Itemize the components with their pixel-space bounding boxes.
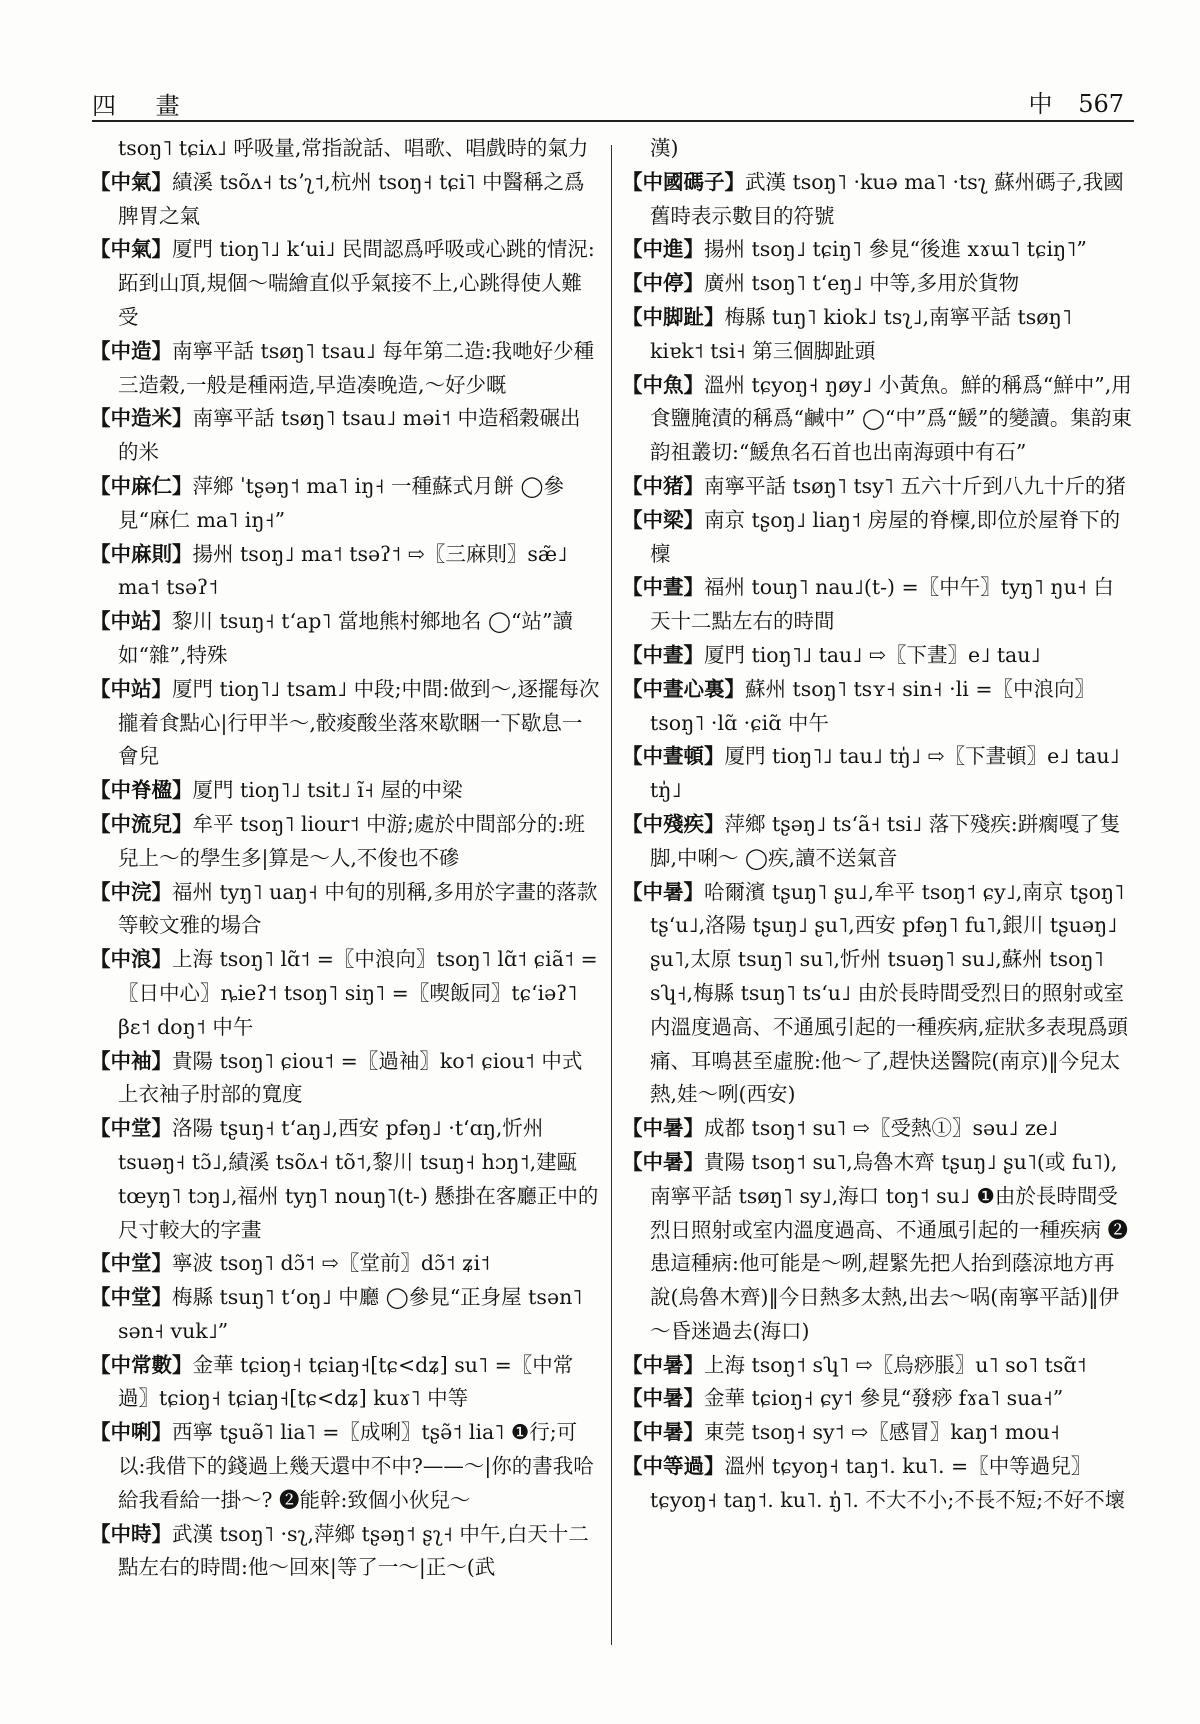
entry-headword: 【中暑】 (622, 1386, 704, 1411)
dictionary-entry (622, 504, 1132, 572)
entry-definition: 福州 tyŋ˥ uaŋ˧ 中旬的別稱,多用於字畫的落款等較文雅的場合 (118, 879, 598, 938)
entry-definition: 貴陽 tsoŋ˦ su˥,烏魯木齊 tʂuŋ˩ ʂu˥(或 fu˥),南寧平話 tsøŋ˥ sy˩,海口 toŋ˦ su˩ ❶由於長時間受烈日照射或室内溫度過高、不通風引起的一種疾病 ❷患這種病:他可能是～咧,趕緊先把人抬到蔭涼地方再說(烏魯木齊)‖今日熱多太熱,出去～㖞(南寧平話)‖伊～昏迷過去(海口) (650, 1149, 1129, 1343)
entry-headword: 【中袖】 (90, 1048, 172, 1073)
entry-definition: 福州 touŋ˥ nau˩(t-) =〖中午〗tyŋ˥ ŋu˧ 白天十二點左右的時間 (650, 575, 1114, 634)
dictionary-entry (622, 673, 1132, 741)
dictionary-entry (90, 774, 600, 808)
entry-definition: 東莞 tsoŋ˧ sy˦ ⇨〖感冒〗kaŋ˦ mou˧ (704, 1420, 1060, 1445)
entry-headword: 【中暑】 (622, 1149, 704, 1174)
entry-definition: 廣州 tsoŋ˥ tʻeŋ˩ 中等,多用於貨物 (704, 271, 1020, 296)
entry-headword: 【中氣】 (90, 169, 172, 194)
entry-headword: 【中造】 (90, 338, 172, 363)
dictionary-entry (90, 605, 600, 673)
page-number: 567 (1078, 90, 1124, 118)
entry-definition: 漢) (650, 136, 679, 160)
dictionary-entry (622, 1382, 1132, 1416)
dictionary-entry (622, 233, 1132, 267)
dictionary-entry (90, 132, 600, 166)
entry-headword: 【中暑】 (622, 1116, 704, 1141)
left-column (90, 132, 600, 1585)
dictionary-entry (622, 470, 1132, 504)
page-header (92, 82, 1134, 122)
entry-definition: 貴陽 tsoŋ˥ ɕiou˦ =〖過袖〗ko˦ ɕiou˦ 中式上衣袖子肘部的寬度 (118, 1048, 583, 1107)
entry-definition: 寧波 tsoŋ˥ dɔ̃˦ ⇨〖堂前〗dɔ̃˦ ʑi˦ (172, 1251, 491, 1276)
entry-definition: 厦門 tioŋ˥˩ tsit˩ ĩ˧ 屋的中梁 (192, 778, 463, 803)
dictionary-entry (622, 132, 1132, 166)
dictionary-entry (90, 1349, 600, 1417)
entry-definition: 成都 tsoŋ˦ su˥ ⇨〖受熱①〗səu˩ ze˩ (704, 1116, 1058, 1141)
dictionary-entry (622, 1416, 1132, 1450)
entry-headword: 【中堂】 (90, 1285, 172, 1310)
entry-definition: 萍鄉 tʂəŋ˩ tsʻã˧ tsi˩ 落下殘疾:跰瘸嘎了隻脚,中唎～ ◯疾,讀不送氣音 (650, 811, 1121, 870)
dictionary-entry (622, 639, 1132, 673)
dictionary-entry (90, 470, 600, 538)
dictionary-entry (622, 571, 1132, 639)
entry-definition: 厦門 tioŋ˥˩ tau˩ ⇨〖下晝〗e˩ tau˩ (704, 642, 1041, 667)
dictionary-entry (90, 1045, 600, 1113)
dictionary-entry (90, 1416, 600, 1517)
entry-definition: tsoŋ˥ tɕiᴧ˩ 呼吸量,常指說話、唱歌、唱戲時的氣力 (118, 136, 589, 160)
entry-definition: 績溪 tsõʌ˧ tsʼʅ˦,杭州 tsoŋ˧ tɕi˥ 中醫稱之爲脾胃之氣 (118, 169, 585, 228)
section-title: 四 畫 (92, 92, 196, 120)
dictionary-entry (90, 1112, 600, 1247)
entry-definition: 金華 tɕioŋ˧ tɕiaŋ˧[tɕ<dʑ] su˥ =〖中常過〗tɕioŋ˧ tɕiaŋ˧[tɕ<dʑ] kuɤ˥ 中等 (118, 1352, 574, 1411)
entry-definition: 黎川 tsuŋ˧ tʻap˥ 當地熊村鄉地名 ◯“站”讀如“雜”,特殊 (118, 609, 573, 667)
entry-headword: 【中麻則】 (90, 541, 193, 566)
dictionary-entry (622, 369, 1132, 470)
dictionary-entry (90, 673, 600, 774)
running-head (1029, 84, 1124, 119)
entry-headword: 【中殘疾】 (622, 811, 725, 836)
dictionary-entry (622, 301, 1132, 369)
dictionary-entry (622, 808, 1132, 876)
dictionary-entry (90, 538, 600, 606)
entry-headword: 【中站】 (90, 676, 172, 701)
head-character: 中 (1028, 90, 1053, 118)
entry-headword: 【中晝心裏】 (622, 676, 745, 701)
entry-headword: 【中堂】 (90, 1116, 172, 1141)
dictionary-entry (90, 943, 600, 1044)
entry-definition: 揚州 tsoŋ˩ tɕiŋ˥ 參見“後進 xɤɯ˥ tɕiŋ˥” (704, 237, 1087, 262)
dictionary-entry (90, 166, 600, 234)
entry-headword: 【中暑】 (622, 1420, 704, 1445)
entry-headword: 【中暑】 (622, 1352, 704, 1377)
entry-headword: 【中浪】 (90, 947, 172, 972)
entry-headword: 【中晝頓】 (622, 744, 725, 769)
entry-definition: 南寧平話 tsøŋ˥ tsau˩ məi˦ 中造稻穀碾出的米 (118, 406, 581, 465)
dictionary-entry (90, 1281, 600, 1349)
entry-definition: 上海 tsoŋ˦ sʮ˥ ⇨〖烏痧脹〗u˥ so˥ tsɑ̃˦ (704, 1352, 1087, 1377)
entry-definition: 梅縣 tuŋ˥ kiok˩ tsʅ˩,南寧平話 tsøŋ˥ kiɐk˦ tsi˧ 第三個脚趾頭 (650, 304, 1072, 363)
entry-headword: 【中進】 (622, 237, 704, 262)
entry-headword: 【中常數】 (90, 1352, 193, 1377)
entry-definition: 西寧 tʂuə̃˥ lia˥ =〖成唎〗tʂə̃˦ lia˥ ❶行;可以:我借下的錢過上幾天還中不中?——～|你的書我哈給我看給一掛～? ❷能幹:致個小伙兒～ (118, 1420, 594, 1512)
dictionary-entry (90, 1518, 600, 1586)
entry-headword: 【中堂】 (90, 1251, 172, 1276)
entry-definition: 金華 tɕioŋ˧ ɕy˦ 參見“發痧 fɤa˥ sua˧” (704, 1386, 1064, 1411)
dictionary-entry (90, 876, 600, 944)
entry-headword: 【中站】 (90, 609, 172, 634)
entry-headword: 【中晝】 (622, 575, 704, 600)
entry-definition: 溫州 tɕyoŋ˧ ŋøy˩ 小黃魚。鮮的稱爲“鮮中”,用食鹽腌漬的稱爲“鹹中” ◯“中”爲“鰀”的變讀。集韵東韵祖叢切:“鰀魚名石首也出南海頭中有石” (650, 372, 1132, 465)
dictionary-entry (622, 1112, 1132, 1146)
entry-headword: 【中脚趾】 (622, 304, 725, 329)
entry-headword: 【中國碼子】 (622, 169, 745, 194)
entry-headword: 【中造米】 (90, 406, 193, 431)
column-divider (611, 145, 612, 1645)
right-column (622, 132, 1132, 1518)
entry-definition: 牟平 tsoŋ˥ liour˦ 中游;處於中間部分的:班兒上～的學生多|算是～人,不俊也不磣 (118, 811, 585, 870)
entry-definition: 洛陽 tʂuŋ˧ tʻaŋ˩,西安 pfəŋ˩ ·tʻɑŋ,忻州 tsuəŋ˧ tɔ̃˩,績溪 tsõʌ˧ tõ˦,黎川 tsuŋ˧ hɔŋ˦,建甌 tœyŋ˥ tɔŋ˩,福州 tyŋ˥ nouŋ˥(t-) 懸掛在客廳正中的尺寸較大的字畫 (118, 1116, 599, 1242)
entry-definition: 厦門 tioŋ˥˩ kʻui˩ 民間認爲呼吸或心跳的情況:跖到山頂,規個～喘繪直似乎氣接不上,心跳得使人難受 (118, 237, 595, 329)
entry-definition: 哈爾濱 tʂuŋ˥ ʂu˩,牟平 tsoŋ˦ ɕy˩,南京 tʂoŋ˥ tʂʻu˩,洛陽 tʂuŋ˩ ʂu˥,西安 pfəŋ˥ fu˥,銀川 tʂuəŋ˩ ʂu˥,太原 tsuŋ˥ su˥,忻州 tsuəŋ˥ su˩,蘇州 tsoŋ˥ sʮ˧,梅縣 tsuŋ˥ tsʻu˩ 由於長時間受烈日的照射或室内溫度過高、不通風引起的一種疾病,症狀多表現爲頭痛、耳鳴甚至虛脫:他～了,趕快送醫院(南京)‖今兒太熱,娃～咧(西安) (650, 879, 1129, 1107)
entry-headword: 【中梁】 (622, 507, 704, 532)
entry-definition: 厦門 tioŋ˥˩ tau˩ tŋ̍˩ ⇨〖下晝頓〗e˩ tau˩ tŋ̍˩ (650, 744, 1120, 803)
entry-headword: 【中猪】 (622, 473, 704, 498)
dictionary-entry (90, 808, 600, 876)
entry-headword: 【中暑】 (622, 879, 704, 904)
entry-headword: 【中氣】 (90, 237, 172, 262)
entry-headword: 【中等過】 (622, 1454, 725, 1479)
dictionary-entry (622, 267, 1132, 301)
dictionary-entry (622, 876, 1132, 1113)
entry-definition: 厦門 tioŋ˥˩ tsam˩ 中段;中間:做到～,逐擺每次攏着食點心|行甲半～,骹痠酸坐落來歇睏一下歇息一會兒 (118, 676, 600, 769)
entry-definition: 南寧平話 tsøŋ˥ tsau˩ 每年第二造:我哋好少種三造穀,一般是種兩造,早造凑晚造,～好少嘅 (118, 338, 595, 397)
entry-definition: 溫州 tɕyoŋ˧ taŋ˦. ku˥. =〖中等過兒〗tɕyoŋ˧ taŋ˦. ku˥. ŋ̍˥. 不大不小;不長不短;不好不壞 (650, 1454, 1126, 1512)
dictionary-entry (90, 335, 600, 403)
dictionary-entry (622, 1146, 1132, 1349)
dictionary-entry (622, 1349, 1132, 1383)
dictionary-entry (622, 1450, 1132, 1518)
entry-definition: 揚州 tsoŋ˩ ma˦ tsəʔ˦ ⇨〖三麻則〗sæ̃˩ ma˦ tsəʔ˦ (118, 541, 568, 600)
entry-headword: 【中時】 (90, 1521, 172, 1546)
entry-definition: 上海 tsoŋ˥ lɑ̃˦ =〖中浪向〗tsoŋ˥ lɑ̃˦ ɕiã˦ =〖日中心〗ȵieʔ˦ tsoŋ˥ siŋ˥ =〖喫飯同〗tɕʻiəʔ˥ βɛ˦ doŋ˦ 中午 (118, 947, 598, 1039)
entry-definition: 南寧平話 tsøŋ˥ tsy˥ 五六十斤到八九十斤的猪 (704, 473, 1126, 498)
entry-definition: 南京 tʂoŋ˩ liaŋ˦ 房屋的脊檁,即位於屋脊下的檁 (650, 507, 1121, 566)
dictionary-entry (90, 233, 600, 334)
dictionary-entry (90, 402, 600, 470)
entry-definition: 萍鄉 ˈtʂəŋ˦ ma˥ iŋ˧ 一種蘇式月餅 ◯參見“麻仁 ma˥ iŋ˧” (118, 473, 565, 532)
header-rule (92, 120, 1134, 122)
entry-definition: 梅縣 tsuŋ˥ tʻoŋ˩ 中廳 ◯參見“正身屋 tsən˥ sən˧ vuk˩” (118, 1285, 583, 1343)
entry-headword: 【中浣】 (90, 879, 172, 904)
entry-headword: 【中麻仁】 (90, 473, 193, 498)
dictionary-entry (90, 1247, 600, 1281)
entry-definition: 蘇州 tsoŋ˥ tsʏ˧ sin˧ ·li =〖中浪向〗tsoŋ˥ ·lɑ̃ ·ɕiɑ̃ 中午 (650, 676, 1095, 735)
dictionary-entry (622, 740, 1132, 808)
entry-headword: 【中魚】 (622, 372, 704, 397)
entry-headword: 【中流兒】 (90, 811, 193, 836)
entry-definition: 武漢 tsoŋ˥ ·sʅ,萍鄉 tʂəŋ˦ ʂʅ˧ 中午,白天十二點左右的時間:他～回來|等了一～|正～(武 (118, 1521, 589, 1580)
entry-headword: 【中脊楹】 (90, 778, 193, 803)
entry-headword: 【中唎】 (90, 1420, 172, 1445)
entry-headword: 【中停】 (622, 271, 704, 296)
entry-definition: 武漢 tsoŋ˥ ·kuə ma˥ ·tsʅ 蘇州碼子,我國舊時表示數目的符號 (650, 169, 1124, 228)
dictionary-entry (622, 166, 1132, 234)
entry-headword: 【中晝】 (622, 642, 704, 667)
